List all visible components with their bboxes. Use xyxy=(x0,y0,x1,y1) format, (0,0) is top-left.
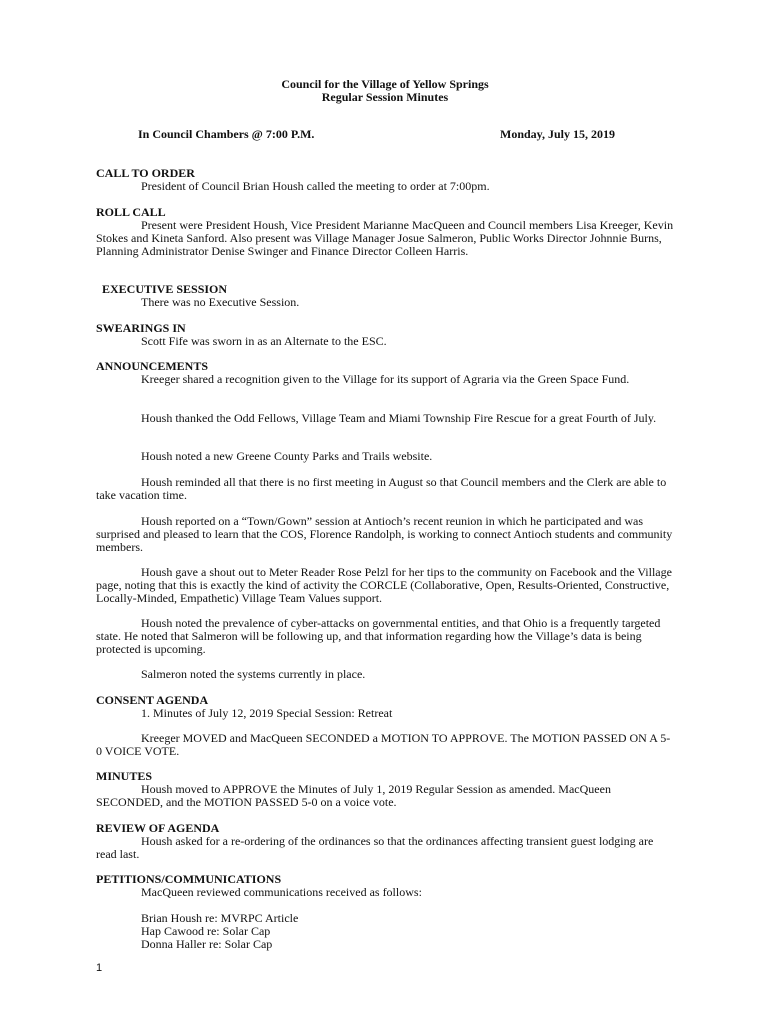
document-subtitle: Regular Session Minutes xyxy=(321,90,449,104)
consent-agenda-heading: CONSENT AGENDA xyxy=(96,693,209,707)
announcement-paragraph: Salmeron noted the systems currently in place. xyxy=(141,667,366,681)
announcement-paragraph: Kreeger shared a recognition given to the Village for its support of Agraria via the Green Space Fund. xyxy=(141,372,630,386)
roll-call-text: Present were President Housh, Vice President Marianne MacQueen and Council members Lisa Kreeger, Kevin Stokes and Kineta Sanford. Also present was Village Manager Josue Salmeron, Public Works Director Johnnie Burns, Planning Administrator Denise Swinger and Finance Director Colleen Harris. xyxy=(96,218,674,258)
review-of-agenda-text: Housh asked for a re-ordering of the ordinances so that the ordinances affecting transient guest lodging are read last. xyxy=(96,834,654,861)
roll-call-heading: ROLL CALL xyxy=(96,205,166,219)
announcement-paragraph: Housh gave a shout out to Meter Reader Rose Pelzl for her tips to the community on Facebook and the Village page, noting that this is exactly the kind of activity the CORCLE (Collaborative, Open, Results-Oriented, Constructive, Locally-Minded, Empathetic) Village Team Values support. xyxy=(96,565,672,605)
announcement-paragraph: Housh noted the prevalence of cyber-attacks on governmental entities, and that Ohio is a frequently targeted state. He noted that Salmeron will be following up, and that information regarding how the Village’s data is being protected is upcoming. xyxy=(96,616,661,656)
page-number: 1 xyxy=(96,962,103,974)
announcements-heading: ANNOUNCEMENTS xyxy=(96,359,209,373)
consent-agenda-motion: Kreeger MOVED and MacQueen SECONDED a MOTION TO APPROVE. The MOTION PASSED ON A 5-0 VOICE VOTE. xyxy=(96,731,671,758)
announcement-paragraph: Housh reminded all that there is no first meeting in August so that Council members and the Clerk are able to take vacation time. xyxy=(96,475,667,502)
communication-item: Hap Cawood re: Solar Cap xyxy=(141,924,271,938)
executive-session-text: There was no Executive Session. xyxy=(141,295,300,309)
consent-agenda-item: 1. Minutes of July 12, 2019 Special Session: Retreat xyxy=(141,706,393,720)
announcement-paragraph: Housh thanked the Odd Fellows, Village Team and Miami Township Fire Rescue for a great Fourth of July. xyxy=(141,411,657,425)
announcement-paragraph: Housh noted a new Greene County Parks and Trails website. xyxy=(141,449,433,463)
meeting-date: Monday, July 15, 2019 xyxy=(500,127,616,141)
call-to-order-heading: CALL TO ORDER xyxy=(96,166,195,180)
meeting-location: In Council Chambers @ 7:00 P.M. xyxy=(138,127,315,141)
petitions-text: MacQueen reviewed communications received as follows: xyxy=(141,885,422,899)
swearings-in-text: Scott Fife was sworn in as an Alternate to the ESC. xyxy=(141,334,387,348)
document-title: Council for the Village of Yellow Springs xyxy=(281,77,489,91)
review-of-agenda-heading: REVIEW OF AGENDA xyxy=(96,821,220,835)
minutes-heading: MINUTES xyxy=(96,769,153,783)
communication-item: Brian Housh re: MVRPC Article xyxy=(141,911,299,925)
swearings-in-heading: SWEARINGS IN xyxy=(96,321,186,335)
petitions-heading: PETITIONS/COMMUNICATIONS xyxy=(96,872,282,886)
communication-item: Donna Haller re: Solar Cap xyxy=(141,937,273,951)
minutes-text: Housh moved to APPROVE the Minutes of July 1, 2019 Regular Session as amended. MacQueen SECONDED, and the MOTION PASSED 5-0 on a voice vote. xyxy=(96,782,611,809)
call-to-order-text: President of Council Brian Housh called the meeting to order at 7:00pm. xyxy=(141,179,490,193)
announcement-paragraph: Housh reported on a “Town/Gown” session at Antioch’s recent reunion in which he participated and was surprised and pleased to learn that the COS, Florence Randolph, is working to connect Antioch students and community members. xyxy=(96,514,673,554)
executive-session-heading: EXECUTIVE SESSION xyxy=(102,282,228,296)
